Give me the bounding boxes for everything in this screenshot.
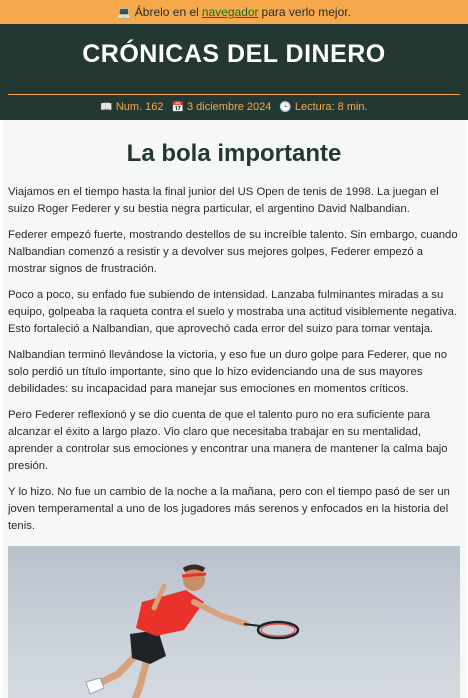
clock-icon: 🕒 xyxy=(279,101,292,113)
banner-suffix: para verlo mejor. xyxy=(261,5,351,19)
newsletter-title: CRÓNICAS DEL DINERO xyxy=(82,40,386,68)
tennis-player-illustration xyxy=(8,546,460,698)
article-paragraph: Nalbandian terminó llevándose la victoria, y eso fue un duro golpe para Federer, que no solo perdió un título importante, sino que lo hizo evidenciando una de sus mayores debilidades: su incapacidad para manejar sus emociones en momentos críticos. xyxy=(8,349,447,395)
open-in-browser-banner xyxy=(0,0,468,24)
article-paragraph: Poco a poco, su enfado fue subiendo de intensidad. Lanzaba fulminantes miradas a su equipo, golpeaba la raqueta contra el suelo y mostraba una actitud visiblemente negativa. Esto fortaleció a Nalbandian, que aprovechó cada error del suizo para tomar ventaja. xyxy=(8,289,458,335)
issue-meta xyxy=(0,101,468,113)
banner-prefix: Ábrelo en el xyxy=(134,5,199,19)
laptop-icon: 💻 xyxy=(117,6,131,19)
masthead-divider xyxy=(8,94,460,95)
reading-time xyxy=(279,101,367,113)
article-paragraph: Y lo hizo. No fue un cambio de la noche a la mañana, pero con el tiempo pasó de ser un joven temperamental a uno de los jugadores más serenos y enfocados en la historia del tenis. xyxy=(8,486,450,532)
issue-date xyxy=(172,101,272,113)
reading-time-text: Lectura: 8 min. xyxy=(294,101,368,113)
browser-link[interactable]: navegador xyxy=(201,5,259,19)
article-paragraph: Viajamos en el tiempo hasta la final junior del US Open de tenis de 1998. La juegan el suizo Roger Federer y su bestia negra particular, el argentino David Nalbandian. xyxy=(8,186,439,215)
article-paragraph: Pero Federer reflexionó y se dio cuenta de que el talento puro no era suficiente para alcanzar el éxito a largo plazo. Vio claro que necesitaba trabajar en su mentalidad, aprender a controlar sus emociones y encontrar una manera de mantener la calma bajo presión. xyxy=(8,409,448,472)
masthead xyxy=(0,24,468,120)
article-headline: La bola importante xyxy=(126,140,342,167)
calendar-icon: 📅 xyxy=(171,101,184,113)
article-card xyxy=(2,120,466,698)
article-paragraph: Federer empezó fuerte, mostrando destellos de su increíble talento. Sin embargo, cuando Nalbandian comenzó a resistir y a devolver sus mejores golpes, Federer empezó a mostrar signos de frustración. xyxy=(8,229,458,275)
issue-number xyxy=(100,101,163,113)
issue-date-text: 3 diciembre 2024 xyxy=(187,101,272,113)
tennis-player-photo xyxy=(8,546,460,698)
issue-number-text: Num. 162 xyxy=(115,101,164,113)
book-icon: 📖 xyxy=(100,101,113,113)
